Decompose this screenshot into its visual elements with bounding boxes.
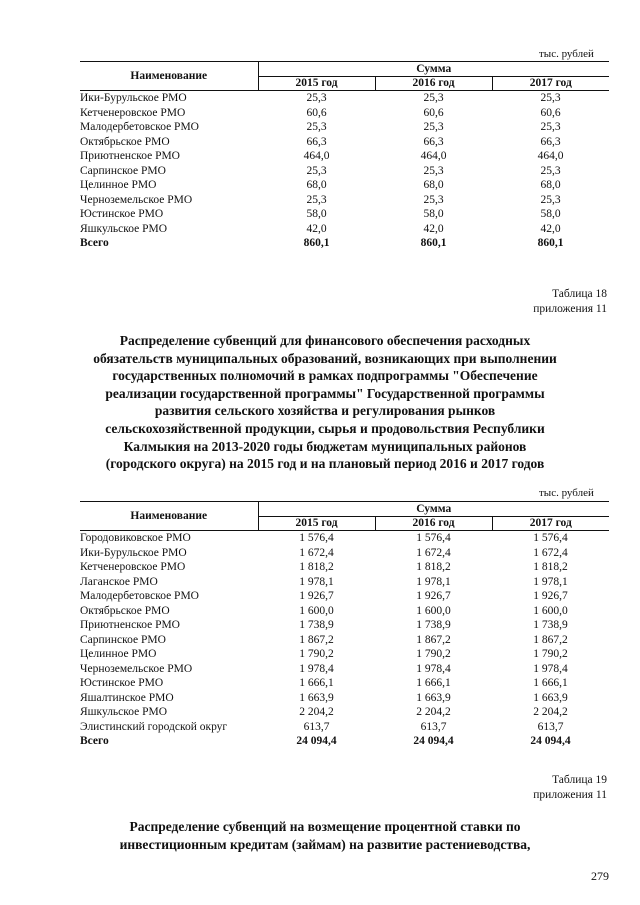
amount-cell: 464,0 bbox=[303, 150, 330, 162]
units-label: тыс. рублей bbox=[539, 48, 594, 60]
subsidy-table-1 bbox=[80, 61, 609, 251]
amount-cell: 1 663,9 bbox=[416, 691, 451, 704]
amount-cell: 24 094,4 bbox=[413, 735, 454, 747]
amount-cell: 25,3 bbox=[306, 121, 327, 133]
amount-cell: 1 978,1 bbox=[416, 575, 451, 588]
amount-cell: 2 204,2 bbox=[416, 706, 451, 718]
table-row bbox=[80, 120, 609, 135]
appendix-number: приложения 11 bbox=[533, 303, 607, 315]
amount-cell: 1 818,2 bbox=[299, 561, 334, 573]
amount-cell: 1 600,0 bbox=[533, 604, 568, 617]
amount-cell: 1 600,0 bbox=[299, 604, 334, 617]
amount-cell: 25,3 bbox=[423, 92, 444, 104]
amount-cell: 1 666,1 bbox=[416, 677, 451, 689]
municipality-name: Приютненское РМО bbox=[80, 150, 180, 162]
table-row bbox=[80, 106, 609, 121]
amount-cell: 1 738,9 bbox=[299, 619, 334, 631]
amount-cell: 25,3 bbox=[306, 193, 327, 206]
municipality-name: Целинное РМО bbox=[80, 648, 157, 660]
amount-cell: 1 576,4 bbox=[533, 532, 568, 544]
amount-cell: 25,3 bbox=[540, 164, 561, 177]
municipality-name: Черноземельское РМО bbox=[80, 193, 193, 206]
header-name: Наименование bbox=[80, 502, 258, 531]
amount-cell: 42,0 bbox=[423, 222, 444, 235]
amount-cell: 860,1 bbox=[303, 237, 330, 249]
amount-cell: 1 978,1 bbox=[299, 575, 334, 588]
table-18-reference bbox=[533, 287, 607, 317]
amount-cell: 1 978,1 bbox=[533, 575, 568, 588]
amount-cell: 1 790,2 bbox=[299, 648, 334, 660]
table-row bbox=[80, 604, 609, 619]
amount-cell: 464,0 bbox=[537, 150, 564, 162]
amount-cell: 464,0 bbox=[420, 150, 447, 162]
amount-cell: 68,0 bbox=[540, 179, 561, 191]
amount-cell: 25,3 bbox=[423, 121, 444, 133]
amount-cell: 1 867,2 bbox=[299, 633, 334, 646]
municipality-name: Всего bbox=[80, 735, 109, 747]
amount-cell: 1 790,2 bbox=[533, 648, 568, 660]
header-year: 2015 год bbox=[258, 76, 375, 91]
amount-cell: 1 663,9 bbox=[299, 691, 334, 704]
table-19-reference bbox=[533, 773, 607, 803]
municipality-name: Городовиковское РМО bbox=[80, 532, 191, 544]
amount-cell: 1 600,0 bbox=[416, 604, 451, 617]
amount-cell: 2 204,2 bbox=[533, 706, 568, 718]
municipality-name: Всего bbox=[80, 237, 109, 249]
municipality-name: Юстинское РМО bbox=[80, 677, 164, 689]
title-line: государственных полномочий в рамках подпрограммы "Обеспечение bbox=[112, 368, 538, 384]
amount-cell: 2 204,2 bbox=[299, 706, 334, 718]
header-year: 2017 год bbox=[492, 516, 609, 531]
total-row bbox=[80, 734, 609, 749]
amount-cell: 860,1 bbox=[420, 237, 447, 249]
amount-cell: 1 672,4 bbox=[533, 546, 568, 559]
table-row bbox=[80, 662, 609, 677]
amount-cell: 58,0 bbox=[306, 208, 327, 220]
table-row bbox=[80, 149, 609, 164]
table-row bbox=[80, 222, 609, 237]
amount-cell: 1 867,2 bbox=[533, 633, 568, 646]
title-line: Калмыкия на 2013-2020 годы бюджетам муниципальных районов bbox=[123, 438, 527, 454]
amount-cell: 24 094,4 bbox=[530, 735, 571, 747]
amount-cell: 1 666,1 bbox=[299, 677, 334, 689]
page-number: 279 bbox=[591, 869, 609, 883]
amount-cell: 66,3 bbox=[306, 135, 327, 148]
table-row bbox=[80, 633, 609, 648]
amount-cell: 68,0 bbox=[423, 179, 444, 191]
municipality-name: Ики-Бурульское РМО bbox=[80, 92, 187, 104]
municipality-name: Октябрьское РМО bbox=[80, 135, 170, 148]
table-row bbox=[80, 618, 609, 633]
table-row bbox=[80, 546, 609, 561]
title-line: Распределение субвенций для финансового обеспечения расходных bbox=[119, 333, 531, 348]
header-year: 2016 год bbox=[375, 516, 492, 531]
header-year: 2017 год bbox=[492, 76, 609, 91]
amount-cell: 1 926,7 bbox=[299, 590, 334, 602]
municipality-name: Целинное РМО bbox=[80, 179, 157, 191]
amount-cell: 25,3 bbox=[306, 164, 327, 177]
table-row bbox=[80, 207, 609, 222]
amount-cell: 613,7 bbox=[303, 720, 330, 733]
amount-cell: 1 867,2 bbox=[416, 633, 451, 646]
amount-cell: 25,3 bbox=[540, 92, 561, 104]
amount-cell: 25,3 bbox=[540, 121, 561, 133]
title-line: Распределение субвенций на возмещение процентной ставки по bbox=[129, 819, 521, 834]
amount-cell: 42,0 bbox=[540, 222, 561, 235]
table-18-title bbox=[60, 332, 590, 473]
table-row bbox=[80, 178, 609, 193]
table-row bbox=[80, 691, 609, 706]
header-sum: Сумма bbox=[258, 502, 609, 517]
municipality-name: Черноземельское РМО bbox=[80, 662, 193, 675]
table-row bbox=[80, 135, 609, 150]
title-line: сельскохозяйственной продукции, сырья и продовольствия Республики bbox=[105, 420, 545, 436]
amount-cell: 613,7 bbox=[420, 720, 447, 733]
table-row bbox=[80, 589, 609, 604]
amount-cell: 25,3 bbox=[306, 92, 327, 104]
municipality-name: Яшалтинское РМО bbox=[80, 691, 174, 704]
table-19-title bbox=[60, 818, 590, 853]
municipality-name: Юстинское РМО bbox=[80, 208, 164, 220]
amount-cell: 42,0 bbox=[306, 222, 327, 235]
units-label: тыс. рублей bbox=[539, 487, 594, 499]
municipality-name: Кетченеровское РМО bbox=[80, 106, 186, 119]
municipality-name: Кетченеровское РМО bbox=[80, 561, 186, 573]
header-year: 2015 год bbox=[258, 516, 375, 531]
title-line: инвестиционным кредитам (займам) на развитие растениеводства, bbox=[119, 836, 531, 852]
amount-cell: 60,6 bbox=[306, 106, 327, 119]
amount-cell: 58,0 bbox=[540, 208, 561, 220]
municipality-name: Элистинский городской округ bbox=[80, 720, 228, 733]
table-row bbox=[80, 560, 609, 575]
municipality-name: Лаганское РМО bbox=[80, 575, 158, 588]
subsidy-table-2 bbox=[80, 501, 609, 749]
amount-cell: 613,7 bbox=[537, 720, 564, 733]
amount-cell: 1 666,1 bbox=[533, 677, 568, 689]
table-row bbox=[80, 164, 609, 179]
amount-cell: 1 738,9 bbox=[533, 619, 568, 631]
table-number: Таблица 19 bbox=[552, 774, 607, 786]
municipality-name: Сарпинское РМО bbox=[80, 164, 166, 177]
municipality-name: Яшкульское РМО bbox=[80, 222, 168, 235]
title-line: реализации государственной программы" Государственной программы bbox=[105, 385, 545, 401]
title-line: развития сельского хозяйства и регулирования рынков bbox=[154, 403, 496, 419]
amount-cell: 66,3 bbox=[540, 135, 561, 148]
total-row bbox=[80, 236, 609, 251]
table-row bbox=[80, 676, 609, 691]
amount-cell: 25,3 bbox=[423, 193, 444, 206]
table-number: Таблица 18 bbox=[552, 288, 607, 300]
header-name: Наименование bbox=[80, 62, 258, 91]
header-year: 2016 год bbox=[375, 76, 492, 91]
amount-cell: 1 576,4 bbox=[299, 532, 334, 544]
municipality-name: Малодербетовское РМО bbox=[80, 590, 199, 602]
amount-cell: 60,6 bbox=[540, 106, 561, 119]
amount-cell: 1 978,4 bbox=[533, 662, 568, 675]
amount-cell: 25,3 bbox=[423, 164, 444, 177]
municipality-name: Приютненское РМО bbox=[80, 619, 180, 631]
amount-cell: 1 926,7 bbox=[533, 590, 568, 602]
amount-cell: 1 818,2 bbox=[533, 561, 568, 573]
amount-cell: 66,3 bbox=[423, 135, 444, 148]
title-line: обязательств муниципальных образований, возникающих при выполнении bbox=[93, 350, 557, 366]
table-row bbox=[80, 720, 609, 735]
table-row bbox=[80, 705, 609, 720]
amount-cell: 860,1 bbox=[537, 237, 564, 249]
amount-cell: 25,3 bbox=[540, 193, 561, 206]
title-line: (городского округа) на 2015 год и на плановый период 2016 и 2017 годов bbox=[105, 456, 545, 472]
table-row bbox=[80, 531, 609, 546]
amount-cell: 1 818,2 bbox=[416, 561, 451, 573]
amount-cell: 1 672,4 bbox=[299, 546, 334, 559]
table-row bbox=[80, 575, 609, 590]
municipality-name: Сарпинское РМО bbox=[80, 633, 166, 646]
table-row bbox=[80, 193, 609, 208]
amount-cell: 1 790,2 bbox=[416, 648, 451, 660]
amount-cell: 1 978,4 bbox=[416, 662, 451, 675]
amount-cell: 1 978,4 bbox=[299, 662, 334, 675]
amount-cell: 58,0 bbox=[423, 208, 444, 220]
amount-cell: 1 576,4 bbox=[416, 532, 451, 544]
municipality-name: Ики-Бурульское РМО bbox=[80, 546, 187, 559]
amount-cell: 24 094,4 bbox=[296, 735, 337, 747]
amount-cell: 68,0 bbox=[306, 179, 327, 191]
municipality-name: Октябрьское РМО bbox=[80, 604, 170, 617]
table-row bbox=[80, 647, 609, 662]
table-row bbox=[80, 91, 609, 106]
amount-cell: 1 663,9 bbox=[533, 691, 568, 704]
header-sum: Сумма bbox=[258, 62, 609, 77]
municipality-name: Яшкульское РМО bbox=[80, 706, 168, 718]
amount-cell: 1 672,4 bbox=[416, 546, 451, 559]
appendix-number: приложения 11 bbox=[533, 789, 607, 801]
amount-cell: 60,6 bbox=[423, 106, 444, 119]
amount-cell: 1 926,7 bbox=[416, 590, 451, 602]
amount-cell: 1 738,9 bbox=[416, 619, 451, 631]
municipality-name: Малодербетовское РМО bbox=[80, 121, 199, 133]
